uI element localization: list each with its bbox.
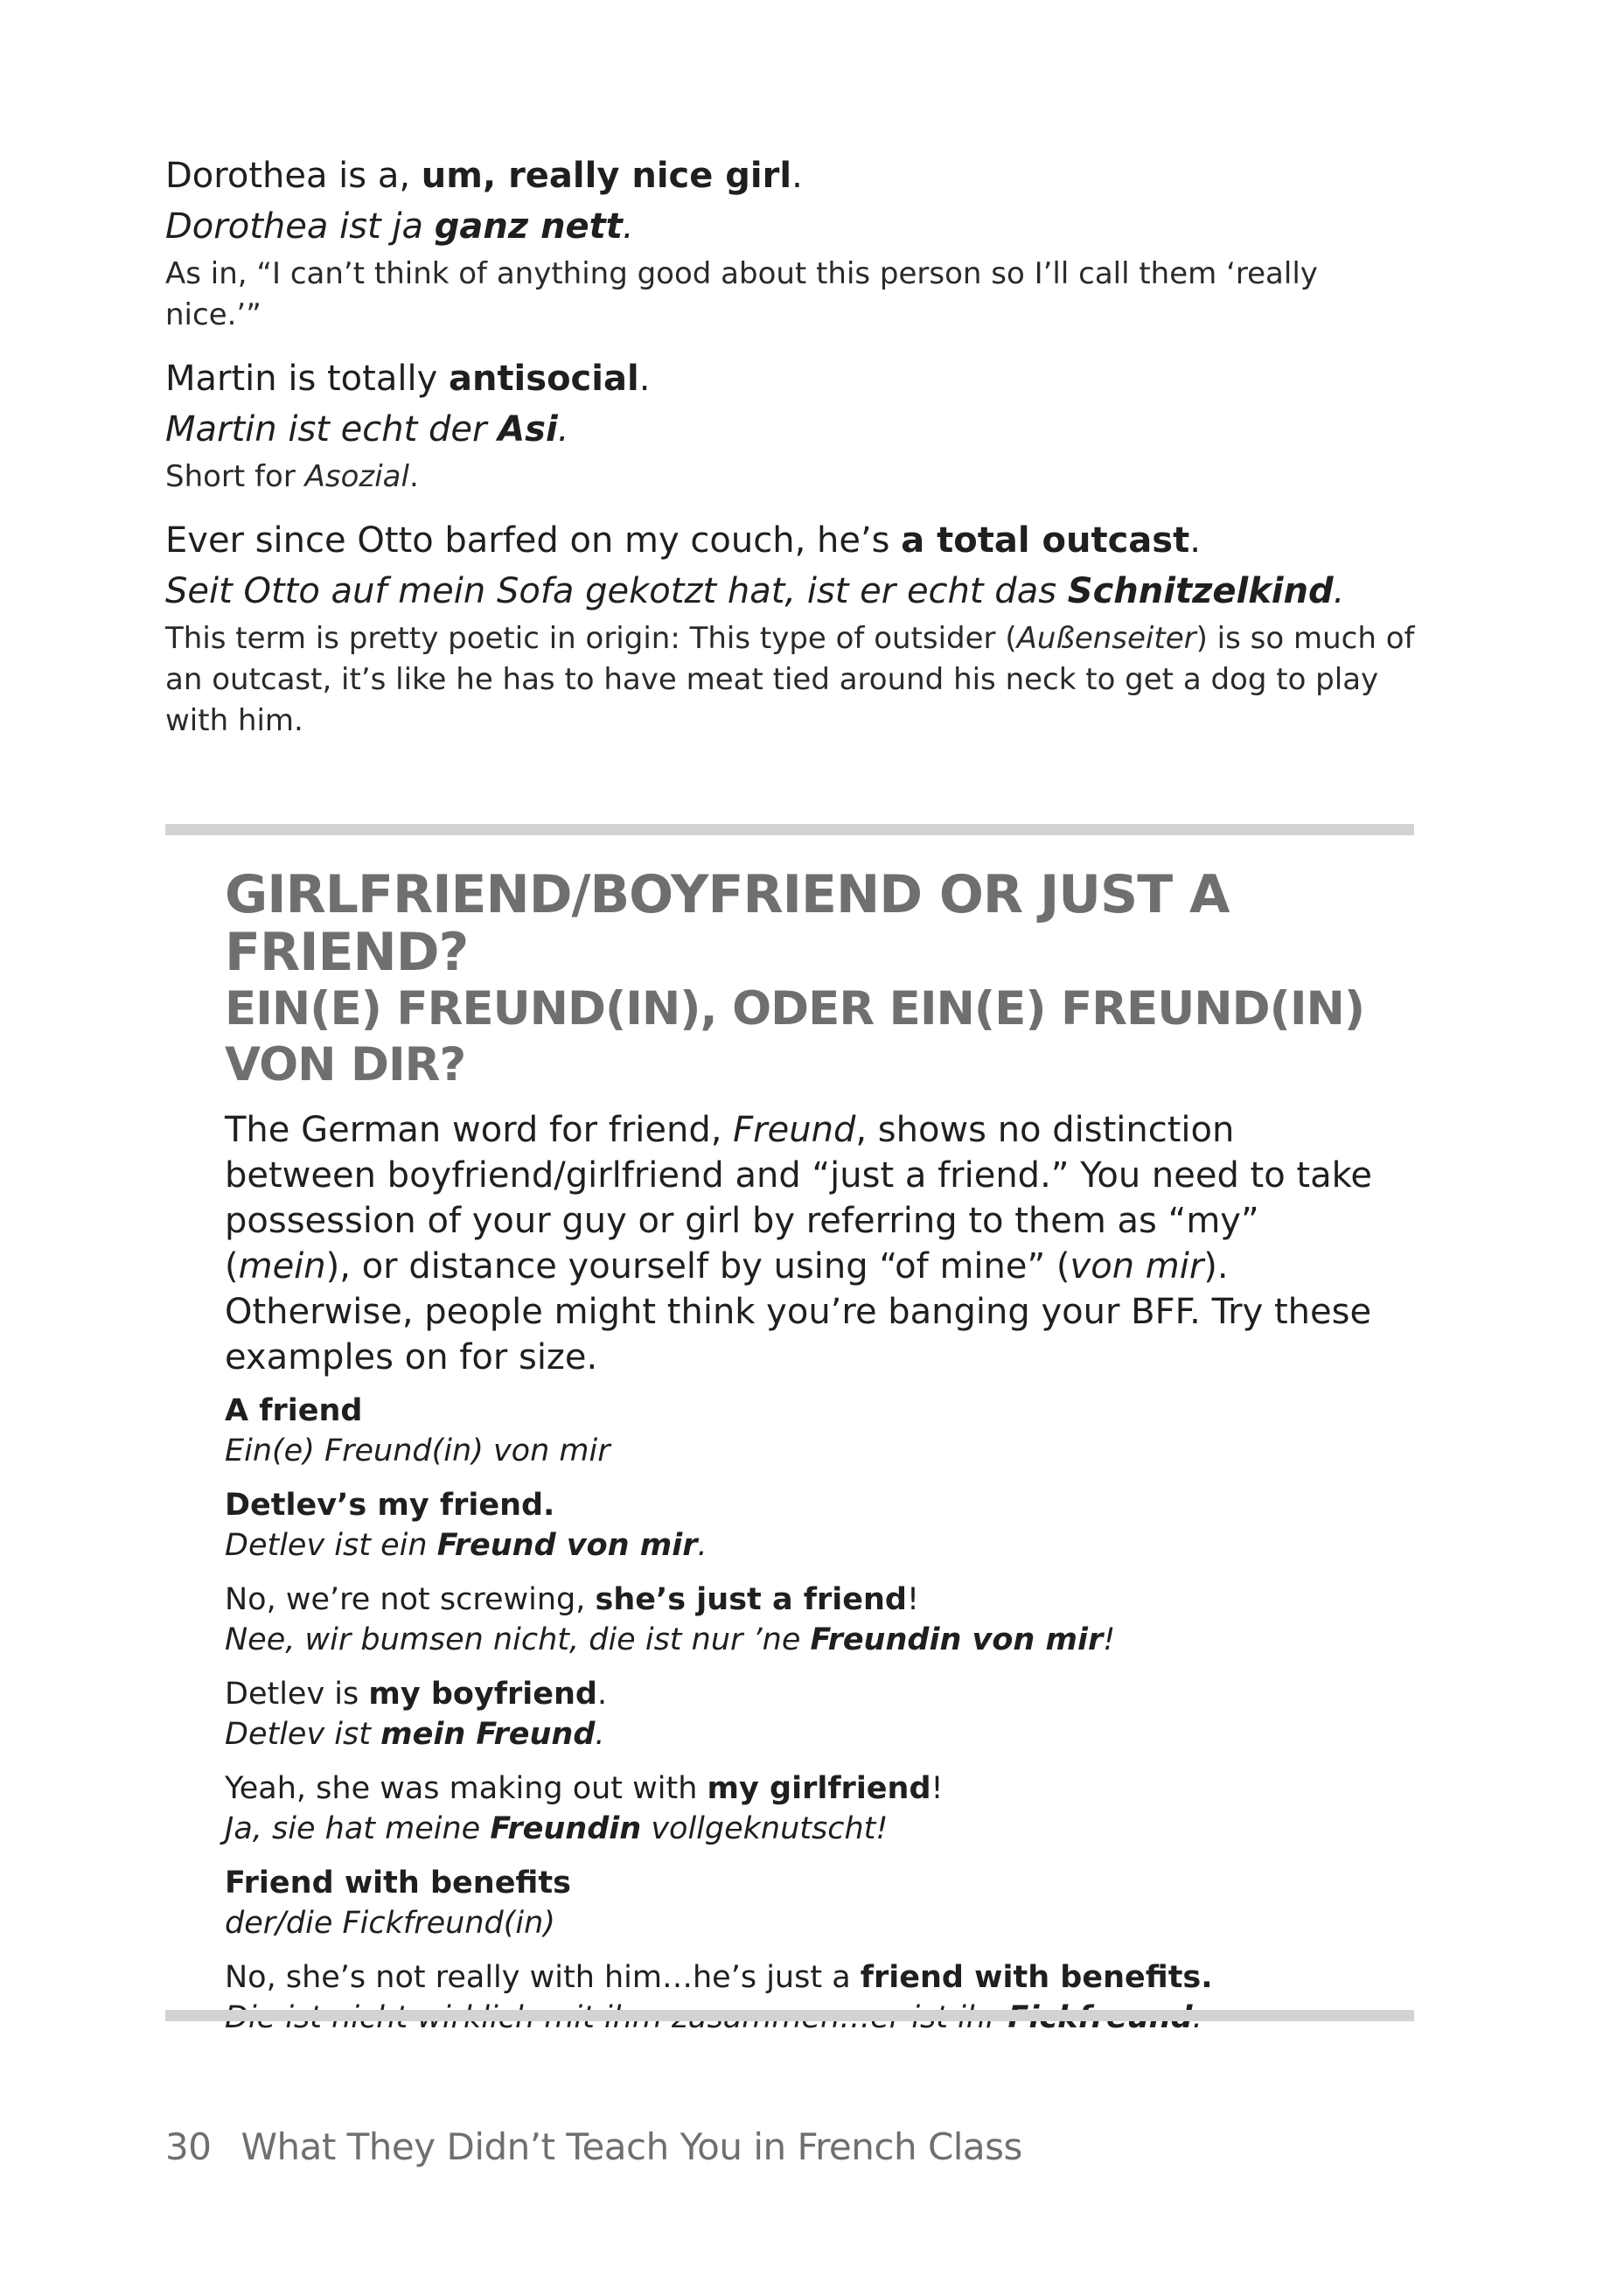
usage-note: Short for Asozial. xyxy=(165,459,419,494)
emphasis-bold: friend with benefits. xyxy=(860,1960,1213,1995)
emphasis-bold: Schnitzelkind xyxy=(1067,571,1334,611)
emphasis-italic: Freund xyxy=(733,1110,856,1150)
sidebar-intro: The German word for friend, Freund, shows no distinction between boyfriend/girlfriend and “just a friend.” You need to take possession of your guy or girl by referring to them as “my” (mein), or distance yourself by using “of mine” (von mir). Otherwise, people might think you’re banging your BFF. Try these examples on for size. xyxy=(225,1110,1372,1378)
example-pair xyxy=(225,1580,1379,1660)
emphasis-bold: mein Freund xyxy=(380,1717,596,1752)
emphasis-bold: Freund von mir xyxy=(436,1528,698,1563)
sidebar-bottom-rule xyxy=(165,2010,1414,2021)
example-pair xyxy=(225,1957,1379,2038)
emphasis-bold: um, really nice girl xyxy=(421,156,792,196)
emphasis-bold: she’s just a friend xyxy=(595,1582,907,1617)
example-english: No, we’re not screwing, she’s just a friend! xyxy=(225,1582,919,1617)
emphasis-bold: ganz nett xyxy=(434,206,623,247)
sidebar-top-rule xyxy=(165,824,1414,835)
emphasis-italic: Asozial xyxy=(304,459,409,494)
usage-note: This term is pretty poetic in origin: This type of outsider (Außenseiter) is so much of an outcast, it’s like he has to have meat tied around his neck to get a dog to play with him. xyxy=(165,621,1415,738)
english-phrase: Ever since Otto barfed on my couch, he’s a total outcast. xyxy=(165,520,1201,561)
emphasis-bold: Freundin von mir xyxy=(810,1622,1104,1657)
example-english: No, she’s not really with him…he’s just a friend with benefits. xyxy=(225,1960,1213,1995)
example-german: Ja, sie hat meine Freundin vollgeknutscht! xyxy=(225,1811,889,1846)
sidebar-title: GIRLFRIEND/BOYFRIEND OR JUST A FRIEND? xyxy=(225,864,1230,983)
phrase-entry xyxy=(165,353,1416,498)
english-phrase: Dorothea is a, um, really nice girl. xyxy=(165,156,803,196)
usage-note: As in, “I can’t think of anything good about this person so I’ll call them ‘really nice.’” xyxy=(165,256,1318,332)
emphasis-italic: Außenseiter xyxy=(1016,621,1196,656)
emphasis-bold: antisocial xyxy=(448,359,639,399)
emphasis-bold: Detlev’s my friend. xyxy=(225,1488,555,1523)
page-number: 30 xyxy=(165,2125,212,2168)
emphasis-italic: mein xyxy=(238,1246,326,1287)
phrase-entry xyxy=(165,515,1416,742)
sidebar-subtitle: EIN(E) FREUND(IN), ODER EIN(E) FREUND(IN) VON DIR? xyxy=(225,982,1365,1092)
english-phrase: Martin is totally antisocial. xyxy=(165,359,651,399)
example-german: Ein(e) Freund(in) von mir xyxy=(225,1433,610,1468)
example-german: der/die Fickfreund(in) xyxy=(225,1906,555,1941)
example-english xyxy=(225,1485,1379,1525)
sidebar-box xyxy=(225,866,1379,2052)
emphasis-bold: Asi xyxy=(498,409,558,450)
running-title: What They Didn’t Teach You in French Class xyxy=(240,2125,1022,2168)
german-phrase: Martin ist echt der Asi. xyxy=(165,409,569,450)
emphasis-bold: A friend xyxy=(225,1393,363,1428)
german-phrase: Dorothea ist ja ganz nett. xyxy=(165,206,634,247)
emphasis-bold: a total outcast xyxy=(901,520,1190,561)
emphasis-bold: Freundin xyxy=(490,1811,642,1846)
example-english: Yeah, she was making out with my girlfriend! xyxy=(225,1771,944,1806)
phrase-entries xyxy=(165,150,1416,759)
emphasis-bold: my girlfriend xyxy=(707,1771,931,1806)
phrase-entry xyxy=(165,150,1416,336)
emphasis-bold: my boyfriend xyxy=(368,1677,597,1712)
example-english xyxy=(225,1391,1379,1431)
example-pair xyxy=(225,1768,1379,1849)
example-pair xyxy=(225,1485,1379,1566)
german-phrase: Seit Otto auf mein Sofa gekotzt hat, ist er echt das Schnitzelkind. xyxy=(165,571,1345,611)
example-german: Detlev ist ein Freund von mir. xyxy=(225,1528,707,1563)
example-pair xyxy=(225,1863,1379,1943)
example-pair xyxy=(225,1391,1379,1471)
emphasis-italic: von mir xyxy=(1070,1246,1204,1287)
emphasis-bold: Friend with benefits xyxy=(225,1866,571,1901)
page-footer xyxy=(165,2125,1022,2168)
example-german: Nee, wir bumsen nicht, die ist nur ’ne Freundin von mir! xyxy=(225,1622,1116,1657)
example-english: Detlev is my boyfriend. xyxy=(225,1677,608,1712)
example-english xyxy=(225,1863,1379,1903)
example-german: Detlev ist mein Freund. xyxy=(225,1717,605,1752)
example-pair xyxy=(225,1674,1379,1754)
